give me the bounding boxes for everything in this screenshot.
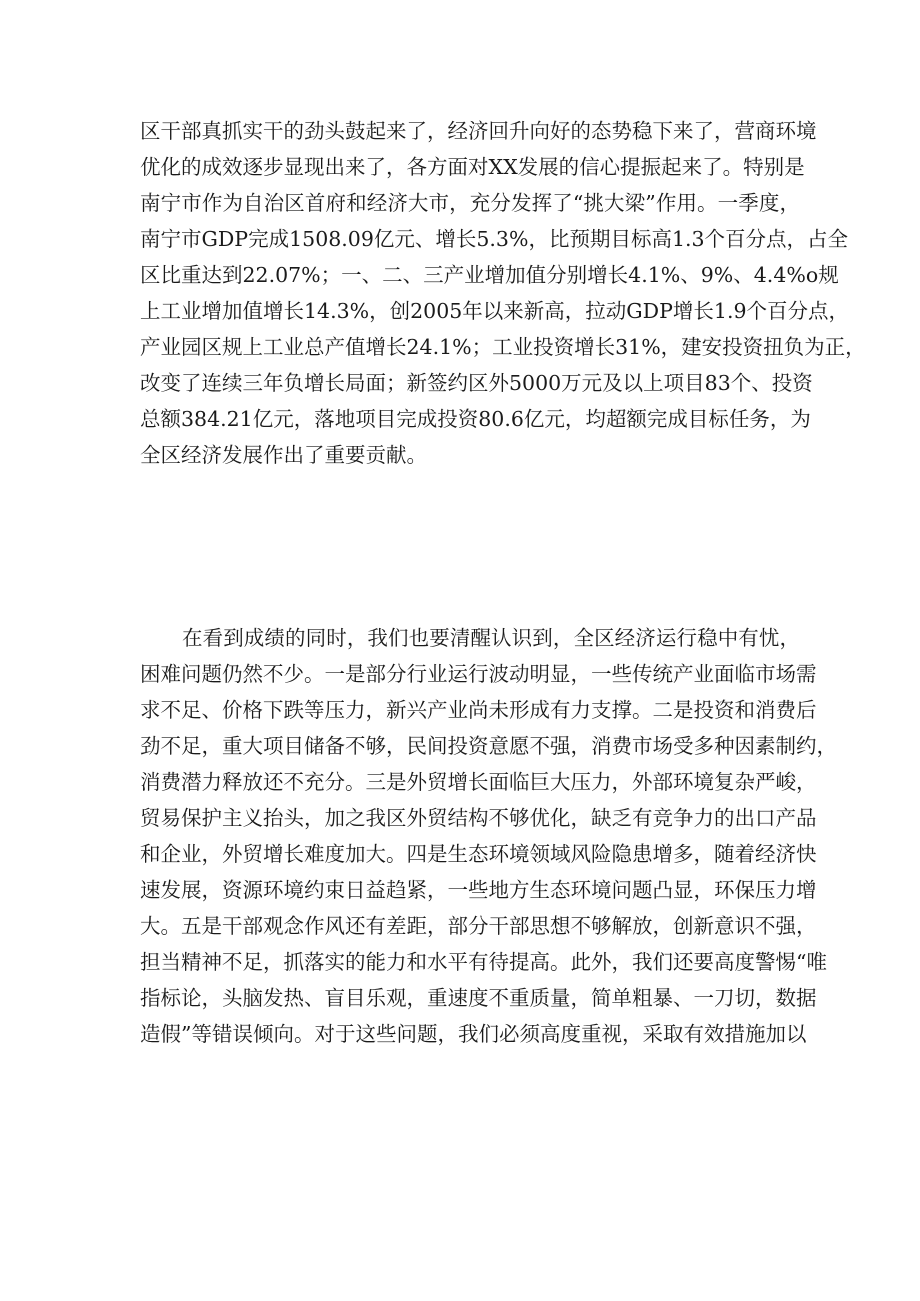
text-line: 困难问题仍然不少。一是部分行业运行波动明显，一些传统产业面临市场需 [140,662,817,686]
text-line: 全区经济发展作出了重要贡献。 [140,443,427,467]
text-line: 大。五是干部观念作风还有差距，部分干部思想不够解放，创新意识不强， [140,914,817,938]
text-line: 速发展，资源环境约束日益趋紧，一些地方生态环境问题凸显，环保压力增 [140,878,817,902]
text-line: 在看到成绩的同时，我们也要清醒认识到，全区经济运行稳中有忧， [182,626,800,650]
text-line: 贸易保护主义抬头，加之我区外贸结构不够优化，缺乏有竞争力的出口产品 [140,806,817,830]
text-line: 南宁市作为自治区首府和经济大市，充分发挥了“挑大梁”作用。一季度， [140,191,800,215]
paragraph-problems-and-challenges [140,620,837,1052]
text-line: 指标论，头脑发热、盲目乐观，重速度不重质量，简单粗暴、一刀切，数据 [140,986,817,1010]
text-line: 消费潜力释放还不充分。三是外贸增长面临巨大压力，外部环境复杂严峻， [140,770,817,794]
text-line: 和企业，外贸增长难度加大。四是生态环境领域风险隐患增多，随着经济快 [140,842,817,866]
text-line: 上工业增加值增长14.3%，创2005年以来新高，拉动GDP增长1.9个百分点， [140,299,850,323]
text-line: 造假”等错误倾向。对于这些问题，我们必须高度重视，采取有效措施加以 [140,1022,807,1046]
text-line: 优化的成效逐步显现出来了，各方面对XX发展的信心提振起来了。特别是 [140,155,805,179]
text-line: 南宁市GDP完成1508.09亿元、增长5.3%，比预期目标高1.3个百分点，占全 [140,227,849,251]
paragraph-economic-achievements [140,113,866,473]
text-line: 区干部真抓实干的劲头鼓起来了，经济回升向好的态势稳下来了，营商环境 [140,119,817,143]
text-line: 改变了连续三年负增长局面；新签约区外5000万元及以上项目83个、投资 [140,371,813,395]
text-line: 求不足、价格下跌等压力，新兴产业尚未形成有力支撑。二是投资和消费后 [140,698,817,722]
text-line: 产业园区规上工业总产值增长24.1%；工业投资增长31%，建安投资扭负为正， [140,335,866,359]
text-line: 担当精神不足，抓落实的能力和水平有待提高。此外，我们还要高度警惕“唯 [140,950,827,974]
text-line: 总额384.21亿元，落地项目完成投资80.6亿元，均超额完成目标任务，为 [140,407,811,431]
text-line: 劲不足，重大项目储备不够，民间投资意愿不强，消费市场受多种因素制约， [140,734,837,758]
text-line: 区比重达到22.07%；一、二、三产业增加值分别增长4.1%、9%、4.4%o规 [140,263,839,287]
